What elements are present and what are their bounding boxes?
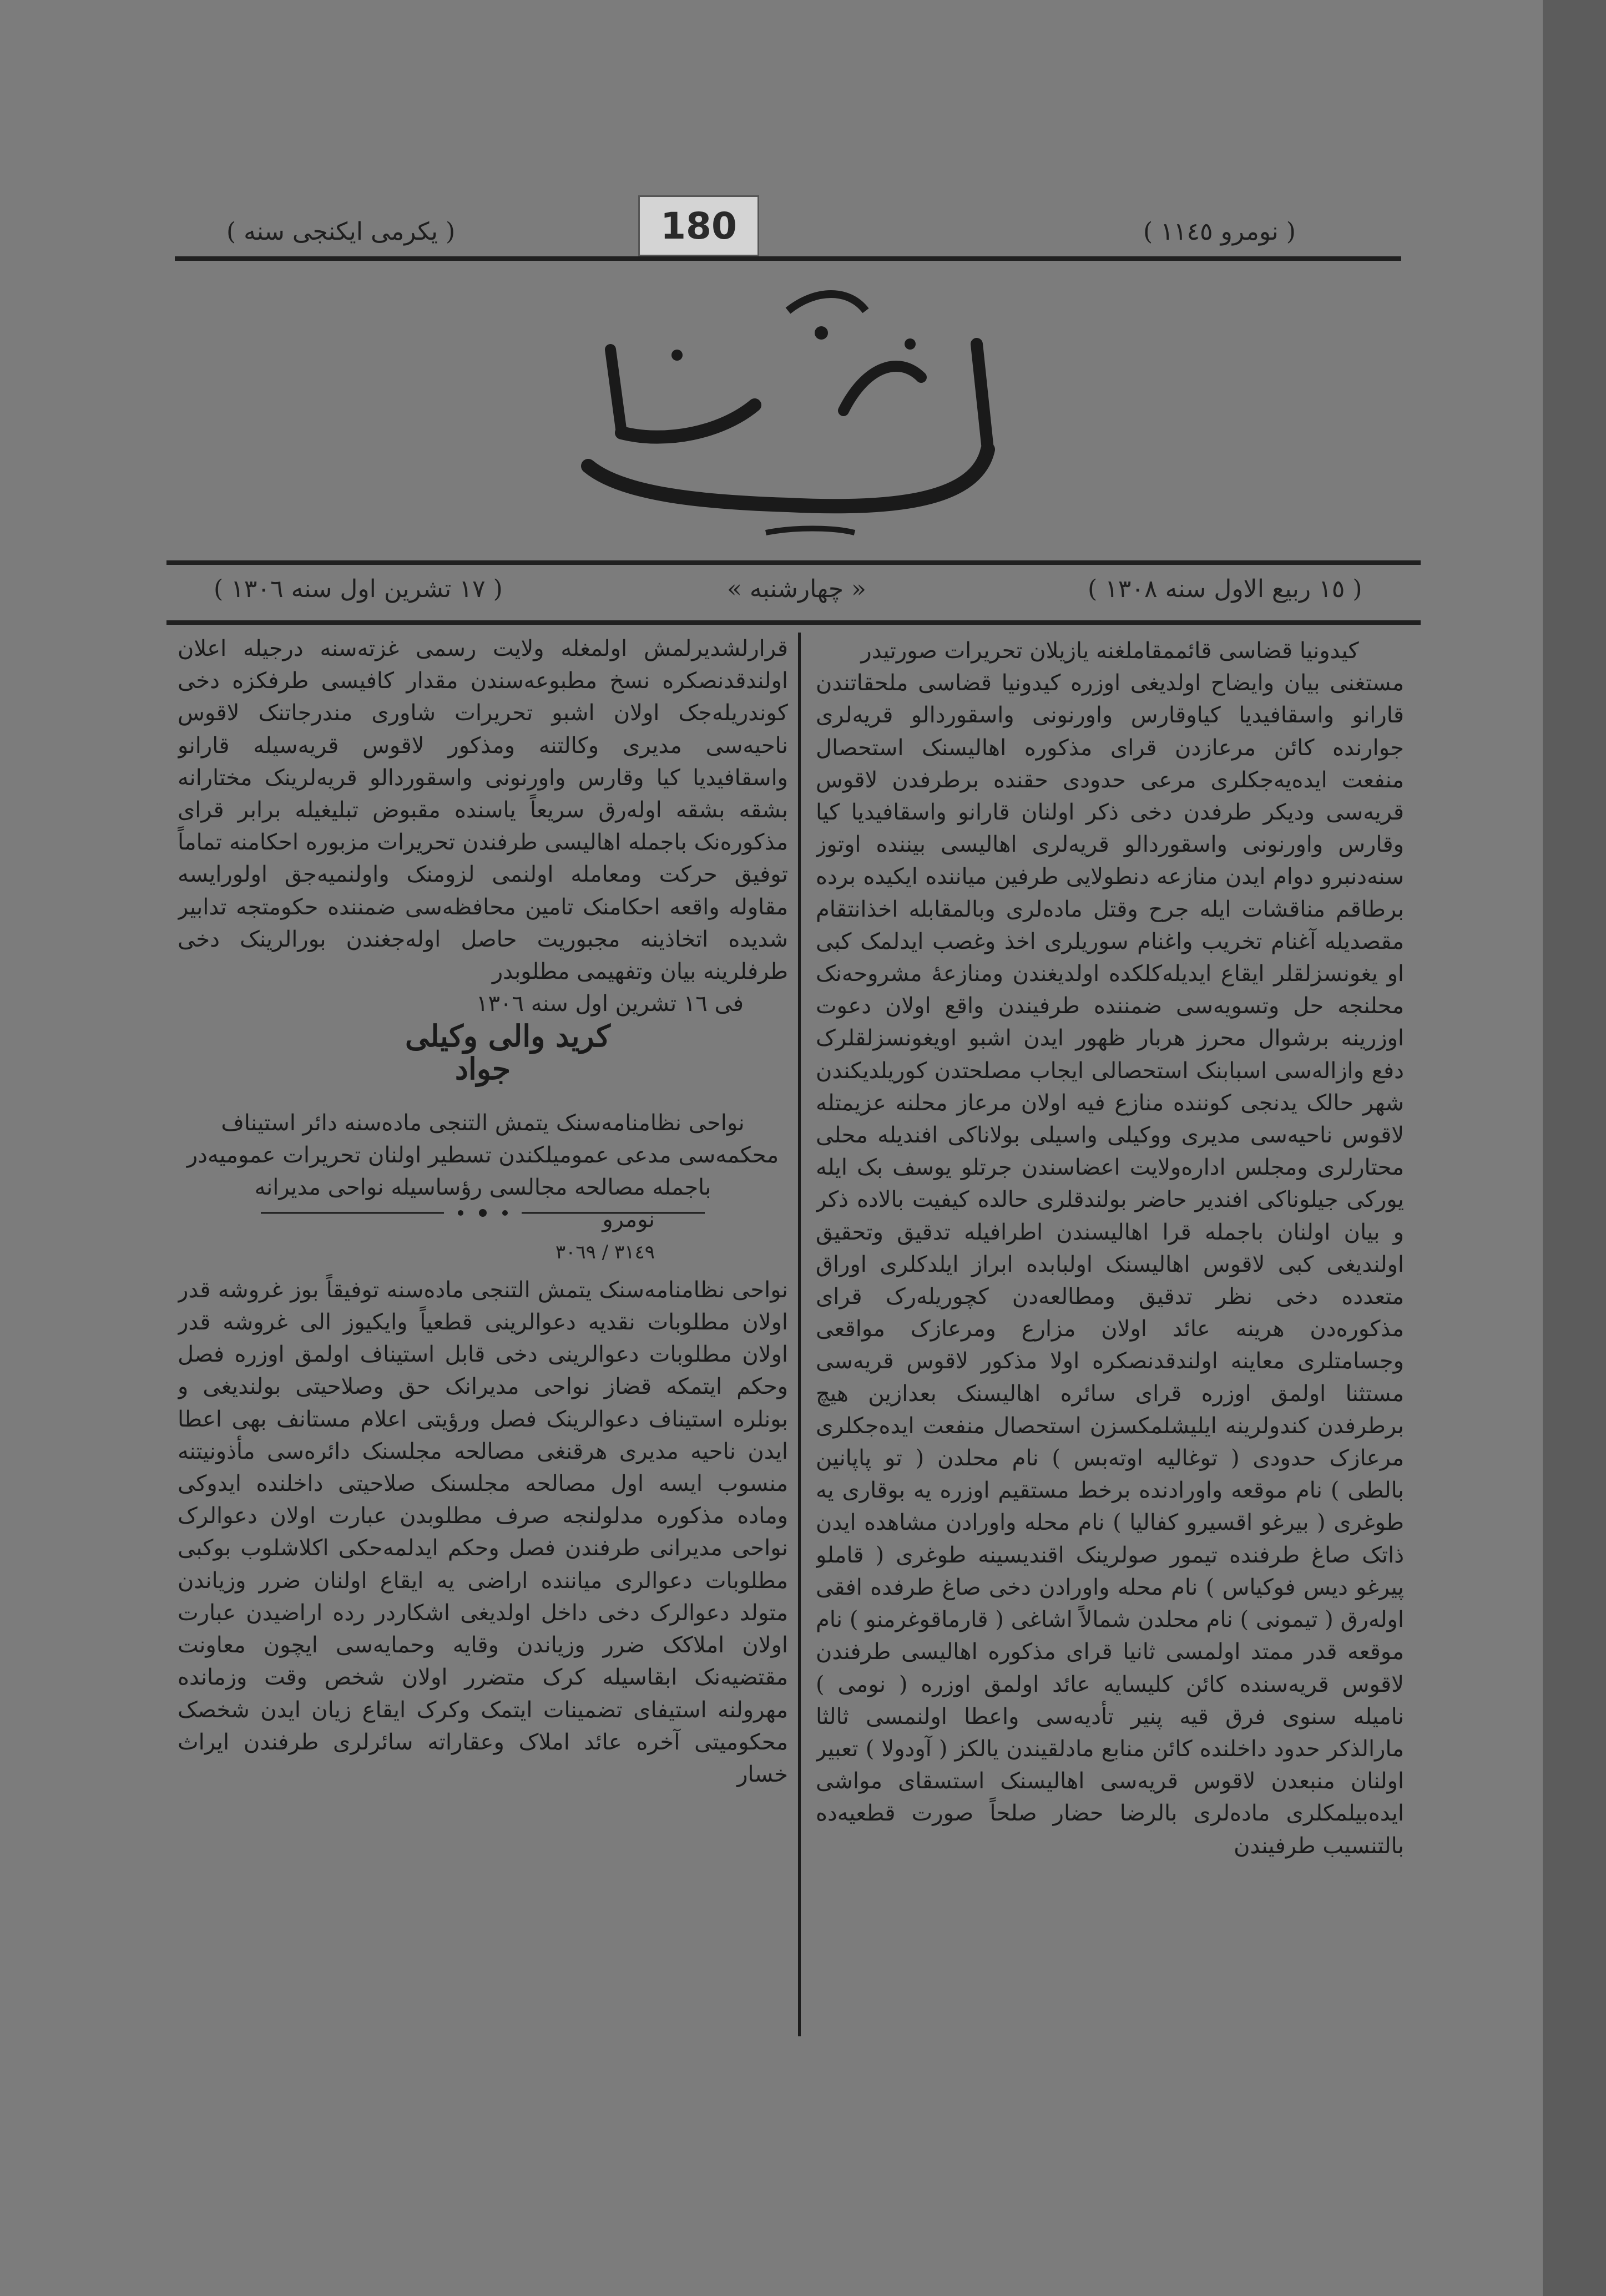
masthead-calligraphy (555, 266, 1043, 555)
weekday: « چهارشنبه » (727, 575, 866, 603)
right-column-paragraph: مستغنی بیان وایضاح اولدیغی اوزره کیدونیا قضاسی ملحقاتندن قارانو واسقافیدیا کیاوقارس واورنونی واسقوردالو قریه‌لری جوارنده کائن مرعازدن قرای مذکوره اهالیسنک استحصال منفعت ایده‌یه‌جکلری مرعی حدودی حقنده برطرفدن لاقوس قریه‌سی ودیکر طرفدن دخی ذکر اولنان قارانو واسقافیدیا کیا وقارس واورنونی واسقوردالو قریه‌لری اهالیسی بیننده اوتوز سنه‌دنبرو دوام ایدن منازعه دنطولایی طرفین میاننده ایکیده برده برطاقم مناقشات ایله جرح وقتل ماده‌لری وبالمقابله اخذانتقام مقصدیله آغنام تخریب واغنام سوریلری اخذ وغصب ایدلمک کبی او یغونسزلقلر ایقاع ایدیله‌کلکده اولدیغندن ومنازعهٔ مشروحه‌نک محلنجه حل وتسویه‌سی ضمننده طرفیندن واقع اولان دعوت اوزرینه برشوال محرز هربار ظهور ایدن اشبو اویغونسزلقلرک دفع وازاله‌سی اسبابنک استحصالی ایجاب مصلحتدن کوریلدیکندن شهر حالک یدنجی کوننده منازع فیه اولان مرعاز محلنه عزیمتله لاقوس ناحیه‌سی مدیری ووکیلی واسیلی بولاناکی افندیله محلی محتارلری ومجلس اداره‌ولایت اعضاسندن جرتلو یوسف بک ایله یورکی جیلوناکی افندیر حاضر بولندقلری حالده کیفیت بالاده ذکر و بیان اولنان باجمله قرا اهالیسندن اطرافیله تدقیق وتحقیق اولندیغی کبی لاقوس اهالیسنک اولبابده ابراز ایلدکلری اوراق متعدده دخی نظر تدقیق ومطالعه‌دن کچوریله‌رک قرای مذکوره‌دن هرینه عائد اولان مزارع ومرعازک مواقعی وجسامتلری معاینه اولندقدنصکره اولا مذکور لاقوس قریه‌سی مستثنا اولمق اوزره قرای سائره اهالیسنک بعدازین هیچ برطرفدن کندولرینه ایلیشلمکسزن استحصال منفعت ایده‌جکلری مرعازک حدودی ( توغالیه اوته‌بس ) نام محلدن ( تو پاپانین بالطی ) نام موقعه واورادنده برخط مستقیم اوزره یه بوقاری یه طوغری ( بیرغو اقسیرو کفالیا ) نام محله واورادن مشاهده ایدن ذاتک صاغ طرفنده تیمور صولرینک اقندیسینه طوغری ( قاملو پیرغو دیس فوکیاس ) نام محله واورادن دخی صاغ طرفده افقی اوله‌رق ( تیمونی ) نام محلدن شمالاً اشاغی ( قارماقوغرمنو ) نام موقعه قدر ممتد اولمسی ثانیا قرای مذکوره اهالیسی طرفندن لاقوس قریه‌سنده کائن کلیسایه عائد اولمق اوزره ( نومی ) نامیله سنوی فرق قیه پنیر تأدیه‌سی واعطا اولنمسی ثالثا مارالذکر حدود داخلنده کائن منابع مادلقیندن یالکز ( آودولا ) تعبیر اولنان منبعدن لاقوس قریه‌سی اهالیسنک استسقای مواشی ایده‌بیلمکلری ماده‌لری بالرضا حضار صلحاً صورت قطعیه‌ده بالتنسیب طرفیندن (816, 670, 1404, 1859)
number-values: ٣١٤٩ / ٣٠٦٩ (555, 1241, 655, 1263)
rumi-date: ( ١٧ تشرین اول سنه ١٣٠٦ ) (214, 575, 503, 603)
signature-name: جواد (454, 1050, 511, 1086)
issue-number: ( نومرو ١١٤٥ ) (1143, 218, 1296, 246)
masthead-title (555, 266, 1043, 555)
decree-date: فی ١٦ تشرین اول سنه ١٣٠٦ (476, 991, 744, 1017)
column-divider (798, 633, 801, 2036)
masthead-rule-top (166, 560, 1421, 565)
page-number-stamp: 180 (638, 195, 759, 256)
top-rule (175, 256, 1401, 261)
page-binding-edge (1543, 0, 1606, 2296)
section-ornament (261, 1207, 705, 1218)
hijri-date: ( ١٥ ربیع الاول سنه ١٣٠٨ ) (1088, 575, 1362, 603)
year-label: ( یکرمی ایکنجی سنه ) (226, 218, 456, 246)
right-column (816, 633, 1404, 2031)
left-body-paragraph: نواحی نظامنامه‌سنک یتمش التنجی ماده‌سنه توفیقاً بوز غروشه قدر اولان مطلوبات نقدیه دعوالرینی قطعیاً وایکیوز الی غروشه قدر اولان مطلوبات دعوالرینی دخی قابل استیناف اولمق اوزره فصل وحکم ایتمکه قضاز نواحی مدیرانک حق وصلاحیتی بولندیغی و بونلره استیناف دعوالرینک فصل ورؤیتی اعلام مستانف بهی اعطا ایدن ناحیه مدیری هرقنغی مصالحه مجلسنک دائره‌سی مأذونیتنه منسوب ایسه اول مصالحه مجلسنک صلاحیتی داخلنده ایدوکی وماده مذکوره مدلولنجه صرف مطلوبدن عبارت اولان دعوالرک نواحی مدیرانی طرفندن فصل وحکم ایدلمه‌حکی اکلاشلوب بوکبی مطلوبات دعوالری میاننده اراضی یه ایقاع اولنان ضرر وزیاندن متولد دعوالرک دخی داخل اولدیغی اشکاردر رده اراضیدن عبارت اولان املاکک ضرر وزیاندن وقایه وحمایه‌سی ایچون معاونت مقتضیه‌نک ابقاسیله کرک متضرر اولان شخص وقت وزمانده مهرولنه استیفای تضمینات ایتمک وکرک ایقاع زیان ایدن شخصک محکومیتی آخره عائد املاک وعقاراته سائرلری طرفندن ایراث خسار (178, 1277, 788, 1787)
masthead-rule-bottom (166, 620, 1421, 625)
number-label: نومرو (602, 1207, 655, 1233)
signature-title: کرید والی وکیلی (405, 1018, 610, 1054)
left-intro-paragraph: قرارلشدیرلمش اولمغله ولایت رسمی غزته‌سنه درجیله اعلان اولندقدنصکره نسخ مطبوعه‌سندن مقدار کافیسی طرفکزه دخی کوندریله‌جک اولان اشبو تحریرات شاوری مندرجاتنک لاقوس ناحیه‌سی مدیری وکالتنه ومذکور لاقوس قریه‌سیله قارانو واسقافیدیا کیا وقارس واورنونی واسقوردالو قریه‌لرینک مختارانه بشقه بشقه اوله‌رق سریعاً یاسنده مقبوض تبلیغیله برابر قرای مذکوره‌نک باجمله اهالیسی طرفندن تحریرات مزبوره احکامنه تماماً توفیق حرکت ومعامله اولنمی لزومنک واولنمیه‌جق اولورایسه مقاوله واقعه احکامنک تامین محافظه‌سی ضمننده حکومتجه تدابیر شدیده اتخاذینه مجبوریت حاصل اوله‌جغندن بورالرینک دخی طرفلرینه بیان وتفهیمی مطلوبدر (178, 636, 788, 985)
right-column-heading: کیدونیا قضاسی قائممقاملغنه یازیلان تحریرات صورتیدر (861, 638, 1359, 664)
left-column (178, 633, 788, 2031)
ornament-spacer (178, 1085, 788, 1107)
law-intro: نواحی نظامنامه‌سنک یتمش التنجی ماده‌سنه دائر استیناف محکمه‌سی مدعی عمومیلکندن تسطیر اولنان تحریرات عمومیه‌در (186, 1110, 779, 1169)
addressee: باجمله مصالحه مجالسی رؤساسیله نواحی مدیرانه (254, 1175, 711, 1201)
